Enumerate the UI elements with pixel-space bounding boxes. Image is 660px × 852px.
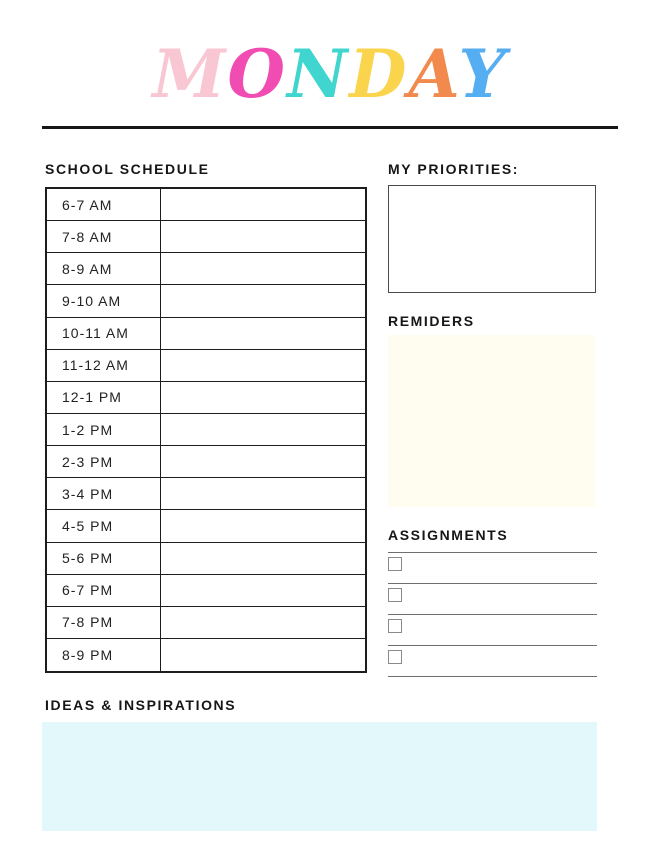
schedule-entry-cell[interactable]	[161, 382, 365, 413]
title-divider	[42, 126, 618, 129]
schedule-row	[47, 221, 365, 253]
assignment-checkbox[interactable]	[388, 619, 402, 633]
schedule-time-label: 10-11 AM	[47, 318, 161, 349]
schedule-row	[47, 189, 365, 221]
assignment-row	[388, 646, 597, 677]
schedule-row	[47, 478, 365, 510]
assignment-checkbox[interactable]	[388, 588, 402, 602]
assignment-row	[388, 584, 597, 615]
schedule-entry-cell[interactable]	[161, 221, 365, 252]
assignment-field[interactable]	[402, 553, 597, 583]
schedule-row	[47, 543, 365, 575]
schedule-time-label: 4-5 PM	[47, 510, 161, 541]
title-letter: M	[152, 35, 228, 113]
schedule-entry-cell[interactable]	[161, 285, 365, 316]
assignment-row	[388, 553, 597, 584]
schedule-entry-cell[interactable]	[161, 510, 365, 541]
assignment-row	[388, 615, 597, 646]
school-schedule-table	[45, 187, 367, 673]
page-title	[0, 35, 660, 113]
schedule-entry-cell[interactable]	[161, 350, 365, 381]
assignments-heading: ASSIGNMENTS	[388, 527, 509, 543]
schedule-entry-cell[interactable]	[161, 478, 365, 509]
schedule-time-label: 1-2 PM	[47, 414, 161, 445]
schedule-time-label: 8-9 AM	[47, 253, 161, 284]
assignment-field[interactable]	[402, 584, 597, 614]
schedule-time-label: 3-4 PM	[47, 478, 161, 509]
schedule-row	[47, 253, 365, 285]
schedule-row	[47, 414, 365, 446]
schedule-entry-cell[interactable]	[161, 446, 365, 477]
schedule-entry-cell[interactable]	[161, 639, 365, 671]
assignment-checkbox[interactable]	[388, 557, 402, 571]
schedule-time-label: 9-10 AM	[47, 285, 161, 316]
schedule-time-label: 12-1 PM	[47, 382, 161, 413]
ideas-heading: IDEAS & INSPIRATIONS	[45, 697, 237, 713]
ideas-box[interactable]	[42, 722, 597, 831]
schedule-time-label: 11-12 AM	[47, 350, 161, 381]
title-letter: Y	[458, 35, 508, 113]
schedule-entry-cell[interactable]	[161, 189, 365, 220]
schedule-entry-cell[interactable]	[161, 607, 365, 638]
schedule-row	[47, 575, 365, 607]
schedule-time-label: 6-7 AM	[47, 189, 161, 220]
title-letter: D	[349, 35, 409, 113]
schedule-time-label: 7-8 AM	[47, 221, 161, 252]
schedule-row	[47, 446, 365, 478]
schedule-time-label: 2-3 PM	[47, 446, 161, 477]
schedule-entry-cell[interactable]	[161, 253, 365, 284]
schedule-entry-cell[interactable]	[161, 575, 365, 606]
reminders-box[interactable]	[388, 335, 595, 507]
assignment-checkbox[interactable]	[388, 650, 402, 664]
schedule-row	[47, 639, 365, 671]
schedule-time-label: 7-8 PM	[47, 607, 161, 638]
title-letter: A	[408, 35, 459, 113]
schedule-time-label: 8-9 PM	[47, 639, 161, 671]
schedule-row	[47, 318, 365, 350]
school-schedule-heading: SCHOOL SCHEDULE	[45, 161, 210, 177]
schedule-time-label: 5-6 PM	[47, 543, 161, 574]
schedule-time-label: 6-7 PM	[47, 575, 161, 606]
schedule-entry-cell[interactable]	[161, 543, 365, 574]
schedule-row	[47, 285, 365, 317]
assignments-list	[388, 552, 597, 677]
assignment-field[interactable]	[402, 646, 597, 676]
schedule-row	[47, 350, 365, 382]
reminders-heading: REMIDERS	[388, 313, 475, 329]
title-letter: O	[227, 35, 287, 113]
schedule-row	[47, 382, 365, 414]
title-letter: N	[286, 35, 350, 113]
schedule-row	[47, 607, 365, 639]
priorities-box[interactable]	[388, 185, 596, 293]
schedule-entry-cell[interactable]	[161, 414, 365, 445]
priorities-heading: MY PRIORITIES:	[388, 161, 520, 177]
schedule-row	[47, 510, 365, 542]
schedule-entry-cell[interactable]	[161, 318, 365, 349]
assignment-field[interactable]	[402, 615, 597, 645]
